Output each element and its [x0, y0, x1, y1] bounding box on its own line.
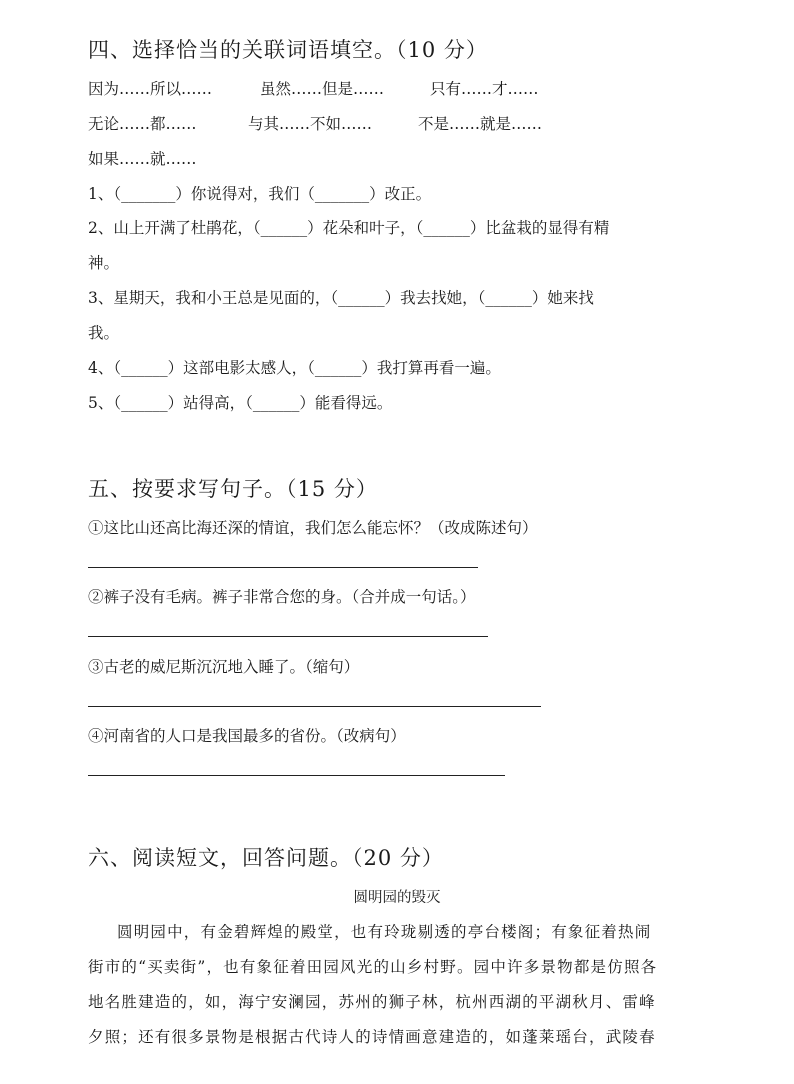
conjunction-option: 与其……不如……	[248, 115, 373, 133]
conjunction-option: 如果……就……	[88, 150, 197, 168]
question-5: 5、（______）站得高，（______）能看得远。	[88, 394, 393, 412]
question-3-line-1: 3、星期天，我和小王总是见面的，（______）我去找她，（______）她来找	[88, 289, 594, 307]
question-2-line-1: 2、山上开满了杜鹃花，（______）花朵和叶子，（______）比盆栽的显得有精	[88, 219, 610, 237]
section5-title: 五、按要求写句子。（15 分）	[88, 477, 378, 501]
rewrite-item-1: ①这比山还高比海还深的情谊，我们怎么能忘怀？（改成陈述句）	[88, 519, 538, 537]
article-line-4: 夕照；还有很多景物是根据古代诗人的诗情画意建造的，如蓬莱瑶台，武陵春	[88, 1028, 656, 1046]
section4-title: 四、选择恰当的关联词语填空。（10 分）	[88, 38, 488, 62]
rewrite-item-3: ③古老的威尼斯沉沉地入睡了。（缩句）	[88, 658, 360, 676]
answer-line-2[interactable]	[88, 636, 488, 637]
conjunction-option: 无论……都……	[88, 115, 197, 133]
question-2-line-2: 神。	[88, 254, 120, 272]
question-4: 4、（______）这部电影太感人，（______）我打算再看一遍。	[88, 359, 501, 377]
rewrite-item-2: ②裤子没有毛病。裤子非常合您的身。（合并成一句话。）	[88, 588, 476, 606]
conjunction-option: 因为……所以……	[88, 80, 213, 98]
answer-line-1[interactable]	[88, 567, 478, 568]
article-line-2: 街市的“买卖街”，也有象征着田园风光的山乡村野。园中许多景物都是仿照各	[88, 958, 658, 976]
conjunction-option: 只有……才……	[430, 80, 539, 98]
article-line-1: 圆明园中，有金碧辉煌的殿堂，也有玲珑剔透的亭台楼阁；有象征着热闹	[117, 923, 652, 941]
conjunction-option: 虽然……但是……	[260, 80, 385, 98]
answer-line-4[interactable]	[88, 775, 505, 776]
article-title: 圆明园的毁灭	[353, 890, 441, 906]
answer-line-3[interactable]	[88, 706, 541, 707]
question-3-line-2: 我。	[88, 324, 120, 342]
question-1: 1、（_______）你说得对，我们（_______）改正。	[88, 185, 432, 203]
conjunction-option: 不是……就是……	[418, 115, 543, 133]
section6-title: 六、阅读短文，回答问题。（20 分）	[88, 846, 444, 870]
rewrite-item-4: ④河南省的人口是我国最多的省份。（改病句）	[88, 727, 406, 745]
article-line-3: 地名胜建造的，如，海宁安澜园，苏州的狮子林，杭州西湖的平湖秋月、雷峰	[88, 993, 656, 1011]
